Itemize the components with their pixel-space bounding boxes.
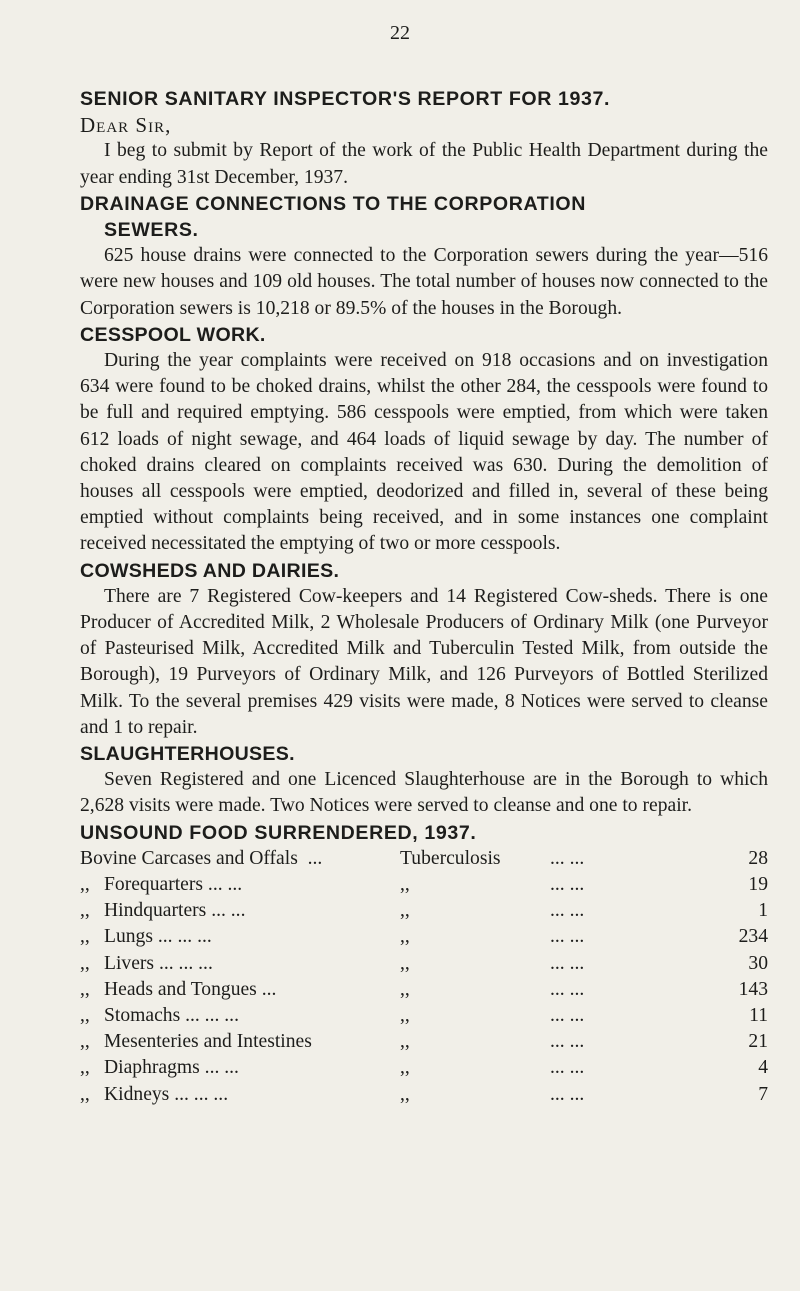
table-row: [80, 1029, 768, 1055]
food-qty: 30: [748, 952, 768, 974]
ditto-mark: ,,: [80, 1031, 90, 1053]
section-heading-drainage: DRAINAGE CONNECTIONS TO THE CORPORATION: [80, 192, 587, 215]
section-heading-drainage-cont: SEWERS.: [104, 219, 199, 242]
food-qty: 28: [748, 847, 768, 869]
food-item-label: Forequarters ... ...: [104, 874, 243, 896]
food-item-label: Bovine Carcases and Offals ...: [80, 847, 323, 869]
ditto-mark: ,,: [80, 1083, 90, 1105]
intro-paragraph: I beg to submit by Report of the work of the Public Health Department during the year ending 31st December, 1937.: [80, 140, 768, 188]
dot-leader: ... ...: [550, 952, 585, 974]
dot-leader: ... ...: [550, 1057, 585, 1079]
ditto-mark: ,,: [80, 952, 90, 974]
table-row: [80, 924, 768, 950]
table-row: [80, 1082, 768, 1108]
food-reason: ,,: [400, 1083, 410, 1105]
page-number: 22: [390, 22, 410, 44]
food-reason: ,,: [400, 900, 410, 922]
ditto-mark: ,,: [80, 874, 90, 896]
food-item-label: Diaphragms ... ...: [104, 1057, 239, 1079]
food-reason: ,,: [400, 952, 410, 974]
food-reason: ,,: [400, 874, 410, 896]
food-item-label: Heads and Tongues ...: [104, 978, 277, 1000]
food-reason: ,,: [400, 1005, 410, 1027]
dot-leader: ... ...: [550, 1031, 585, 1053]
food-qty: 4: [758, 1057, 768, 1079]
table-row: [80, 977, 768, 1003]
food-reason: ,,: [400, 1057, 410, 1079]
salutation: Dear Sir,: [80, 113, 172, 138]
ditto-mark: ,,: [80, 1005, 90, 1027]
food-reason: ,,: [400, 1031, 410, 1053]
table-row: [80, 846, 768, 872]
dot-leader: ... ...: [550, 1083, 585, 1105]
table-row: [80, 872, 768, 898]
food-qty: 143: [738, 978, 768, 1000]
food-qty: 19: [748, 874, 768, 896]
dot-leader: ... ...: [550, 874, 585, 896]
dot-leader: ... ...: [550, 926, 585, 948]
food-qty: 7: [758, 1083, 768, 1105]
dot-leader: ... ...: [550, 847, 585, 869]
section-heading-cesspool: CESSPOOL WORK.: [80, 323, 266, 346]
section-heading-slaughterhouses: SLAUGHTERHOUSES.: [80, 743, 295, 766]
food-qty: 21: [748, 1031, 768, 1053]
food-item-label: Kidneys ... ... ...: [104, 1083, 229, 1105]
section-body-drainage: 625 house drains were connected to the Corporation sewers during the year—516 were new houses and 109 old houses. The total number of houses now connected to the Corporation sewers is 10,218 or 89.5% of the houses in the Borough.: [80, 245, 768, 319]
table-row: [80, 1003, 768, 1029]
food-reason: ,,: [400, 926, 410, 948]
section-body-slaughterhouses: Seven Registered and one Licenced Slaughterhouse are in the Borough to which 2,628 visits were made. Two Notices were served to cleanse and one to repair.: [80, 769, 768, 817]
food-reason: ,,: [400, 978, 410, 1000]
ditto-mark: ,,: [80, 1057, 90, 1079]
food-item-label: Lungs ... ... ...: [104, 926, 212, 948]
food-qty: 1: [758, 900, 768, 922]
report-body: [80, 86, 768, 1108]
section-heading-cowsheds: COWSHEDS AND DAIRIES.: [80, 559, 340, 582]
food-reason: Tuberculosis: [400, 847, 501, 869]
section-body-cowsheds: There are 7 Registered Cow-keepers and 14 Registered Cow-sheds. There is one Producer of Accredited Milk, 2 Wholesale Producers of Ordinary Milk (one Purveyor of Pasteurised Milk, Accredited Milk and Tuberculin Tested Milk, from outside the Borough), 19 Purveyors of Ordinary Milk, and 126 Purveyors of Bottled Sterilized Milk. To the several premises 429 visits were made, 8 Notices were served to cleanse and 1 to repair.: [80, 585, 768, 738]
unsound-food-table: [80, 846, 768, 1108]
dot-leader: ... ...: [550, 978, 585, 1000]
food-item-label: Hindquarters ... ...: [104, 900, 246, 922]
section-heading-unsound-food: UNSOUND FOOD SURRENDERED, 1937.: [80, 821, 477, 844]
section-body-cesspool: During the year complaints were received on 918 occasions and on investigation 634 were found to be choked drains, whilst the other 284, the cesspools were found to be full and required emptying. 586 cesspools were emptied, from which were taken 612 loads of night sewage, and 464 loads of liquid sewage by day. The number of choked drains cleared on complaints received was 630. During the demolition of houses all cesspools were emptied, deodorized and filled in, several of these being emptied without complaints being received, and in some instances one complaint received necessitated the emptying of two or more cesspools.: [80, 350, 768, 555]
dot-leader: ... ...: [550, 1005, 585, 1027]
dot-leader: ... ...: [550, 900, 585, 922]
ditto-mark: ,,: [80, 978, 90, 1000]
table-row: [80, 951, 768, 977]
table-row: [80, 898, 768, 924]
food-item-label: Mesenteries and Intestines: [104, 1031, 312, 1053]
table-row: [80, 1055, 768, 1081]
food-qty: 11: [749, 1005, 768, 1027]
ditto-mark: ,,: [80, 900, 90, 922]
food-item-label: Stomachs ... ... ...: [104, 1005, 239, 1027]
report-title: SENIOR SANITARY INSPECTOR'S REPORT FOR 1937.: [80, 88, 611, 110]
food-qty: 234: [738, 926, 768, 948]
food-item-label: Livers ... ... ...: [104, 952, 213, 974]
ditto-mark: ,,: [80, 926, 90, 948]
